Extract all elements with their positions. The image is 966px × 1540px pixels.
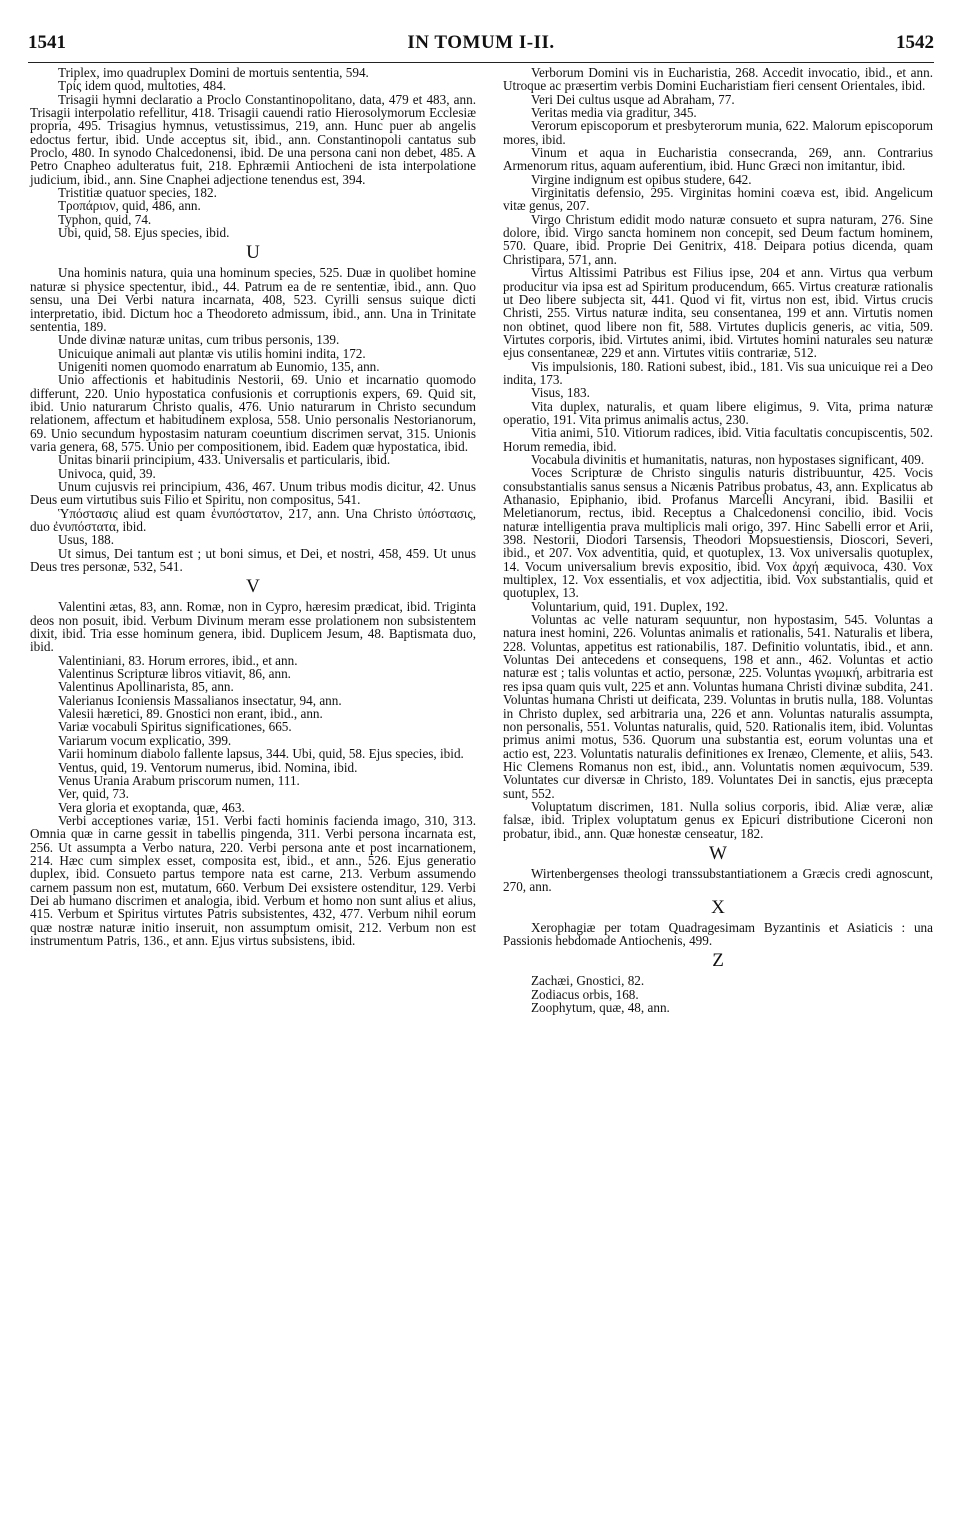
- index-entry: Triplex, imo quadruplex Domini de mortuis sententia, 594.: [58, 65, 369, 80]
- index-entry: Virgine indignum est opibus studere, 642.: [531, 171, 752, 187]
- index-entry: Univoca, quid, 39.: [58, 465, 156, 481]
- index-entry: Zoophytum, quæ, 48, ann.: [531, 1000, 670, 1015]
- index-entry: Una hominis natura, quia una hominum species, 525. Duæ in quolibet homine naturæ si physice spectentur, ibid., 44. Patrum ea de re sententiæ, ibid., ann. Quo sensu, una Dei Verbi natura incarnata, 408, 523. Cyrilli sensus suique dicti interpretatio, ibid. Dictum hoc a Theodoreto admissum, ibid., ann. Una in Trinitate sententia, 189.: [30, 265, 476, 334]
- section-letter: U: [246, 242, 260, 264]
- index-entry: Virginitatis defensio, 295. Virginitas homini coæva est, ibid. Angelicum vitæ genus, 207.: [503, 185, 933, 214]
- index-entry: Valentiniani, 83. Horum errores, ibid., et ann.: [58, 652, 298, 668]
- index-entry: Unde divinæ naturæ unitas, cum tribus personis, 139.: [58, 332, 340, 348]
- index-entry: Zachæi, Gnostici, 82.: [531, 973, 645, 989]
- index-entry: Tristitiæ quatuor species, 182.: [58, 185, 217, 201]
- index-entry: Variarum vocum explicatio, 399.: [58, 732, 232, 748]
- index-entry: Valesii hæretici, 89. Gnostici non erant, ibid., ann.: [58, 706, 323, 722]
- index-entry: Voluntarium, quid, 191. Duplex, 192.: [531, 598, 729, 614]
- index-entry: Vita duplex, naturalis, et quam libere eligimus, 9. Vita, prima naturæ operatio, 191. Vita primus animalis actus, 230.: [503, 398, 933, 427]
- index-entry: Τρίς idem quod, multoties, 484.: [58, 78, 227, 94]
- index-entry: Unio affectionis et habitudinis Nestorii, 69. Unio et incarnatio quomodo differunt, 220. Unio hypostatica confusionis et corruptionis expers, 69. Quid sit, ibid. Unio naturarum Christo qualis, 476. Unio naturarum in Christo secundum relationem, affectum et habitudinem explosa, 558. Unio personalis Nestorianorum, 69. Unio secundum hypostasim naturam coeuntium discrimen servat, 315. Unionis varia genera, 68, 575. Unio per compositionem, ibid. Eadem quæ hypostatica, ibid.: [30, 372, 476, 454]
- index-entry: Voces Scripturæ de Christo singulis naturis distribuuntur, 425. Vocis consubstantialis sanus sensus a Nicænis Patribus probatus, 43, ann. Explicatus ab Athanasio, Epiphanio, ibid. Profanus Marcelli Ancyrani, ibid. Basilii et Meletianorum, rectus, ibid. Receptus a Chalcedonensi concilio, ibid. Vocis naturæ intelligentia prava multiplicis mali origo, 397. Hinc Sabelli error et Arii, 398. Nestorii, Diodori Tarsensis, Theodori Mopsuestiensis, Dioscori, Severi, ibid., et 207. Vox adventitia, quid, et quotuplex, 13. Vox universalis quotuplex, 14. Vocum universalium brevis expositio, ibid. Vox ἀρχή æquivoca, 430. Vox multiplex, 12. Vox essentialis, et vox adjectitia, ibid. Vox substantialis, quid et quotuplex, 13.: [503, 465, 933, 601]
- index-entry: Verbi acceptiones variæ, 151. Verbi facti hominis facienda imago, 310, 313. Omnia quæ in carne gessit in tabellis pingenda, 311. Verbi persona incarnata est, 256. Ut assumpta a Verbo natura, 220. Verbi persona ante et post incarnationem, 214. Hæc cum simplex esset, composita est, ibid., et ann., 526. Ejus generatio duplex, ibid. Consueto partus tempore nata est carne, 213. Verbum assumendo carnem passum non est, mutatum, 660. Verbum Dei exsistere ostenditur, 129. Verbi Dei ab humano discrimen et analogia, ibid. Verbum et homo non sunt alius et alius, 415. Verbum et Spiritus virtutes Patris subsistentes, 432, 477. Verbum nihil eorum quæ nostræ naturæ initio inseruit, non assumptum omisit, 212. Verbum non est instrumentum Patris, 136., et ann. Ejus virtus subsistens, ibid.: [30, 812, 476, 948]
- index-entry: Ὑπόστασις aliud est quam ἐνυπόστατον, 217, ann. Una Christo ὑπόστασις, duo ἐνυπόστατα, ibid.: [30, 505, 476, 534]
- index-entry: Valentinus Apollinaristа, 85, ann.: [58, 679, 234, 695]
- index-entry: Vis impulsionis, 180. Rationi subest, ibid., 181. Vis sua unicuique rei a Deo indita, 173.: [503, 358, 933, 387]
- index-entry: Vocabula divinitis et humanitatis, naturas, non hypostases significant, 409.: [531, 451, 925, 467]
- index-entry: Ut simus, Dei tantum est ; ut boni simus, et Dei, et nostri, 458, 459. Ut unus Deus tres personæ, 532, 541.: [30, 545, 476, 575]
- section-letter: W: [709, 842, 727, 864]
- index-entry: Zodiacus orbis, 168.: [531, 986, 639, 1002]
- index-entry: Typhon, quid, 74.: [58, 211, 152, 227]
- index-entry: Veri Dei cultus usque ad Abraham, 77.: [531, 91, 735, 107]
- right-page-number: 1542: [896, 32, 934, 53]
- index-entry: Wirtenbergenses theologi transsubstantiationem a Græcis credi agnoscunt, 270, ann.: [503, 865, 933, 895]
- index-entry: Τροπάριον, quid, 486, ann.: [58, 198, 201, 214]
- index-entry: Unicuique animali aut plantæ vis utilis homini indita, 172.: [58, 345, 366, 361]
- index-entry: Voluntas ac velle naturam sequuntur, non hypostasim, 545. Voluntas a natura inest homini, 226. Voluntas animalis et rationalis, 541. Naturalis et libera, 228. Voluntas, appetitus est rationabilis, 187. Definitio voluntatis, ibid., et ann. Voluntas Dei antecedens et consequens, 198 et ann., 462. Voluntas et actio naturæ est ; talis voluntas et actio, personæ, 225. Voluntas γνωμική, arbitraria est res ipsa quam quis vult, 225 et ann. Voluntas humana Christi divinæ subdita, 241. Voluntas humana Christi ut deificata, 239. Voluntas in brutis nulla, 188. Voluntas in Christo duplex, sed arbitraria una, 226 et ann. Voluntas naturalis assumpta, non personalis, 551. Voluntas naturalis, quid, 520. Rationalis item, ibid. Voluntas primus animi motus, 536. Quorum una substantia est, eorum voluntas una et actio est, 223. Voluntatis naturalis definitiones ex Irenæo, Clemente, et aliis, 543. Hic Clemens Romanus non est, ibid., ann. Voluntatis nomen æquivocum, 539. Voluntates cur diversæ in Christo, 189. Voluntates Dei in sanctis, ejus præcepta sunt, 552.: [503, 612, 933, 801]
- section-letter: V: [246, 576, 260, 598]
- index-entry: Verorum episcoporum et presbyterorum munia, 622. Malorum episcoporum mores, ibid.: [503, 118, 933, 147]
- index-entry: Unitas binarii principium, 433. Universalis et particularis, ibid.: [58, 452, 391, 468]
- index-entry: Usus, 188.: [58, 532, 115, 548]
- index-entry: Varii hominum diabolo fallente lapsus, 344. Ubi, quid, 58. Ejus species, ibid.: [58, 746, 464, 762]
- index-entry: Variæ vocabuli Spiritus significationes, 665.: [58, 719, 292, 735]
- index-entry: Valentini ætas, 83, ann. Romæ, non in Cypro, hæresim prædicat, ibid. Triginta deos non posuit, ibid. Verbum Divinum meram esse prolationem non subsistentem dixit, ibid. Tria esse hominum genera, ibid. Duplicem Jesum, 48. Baptismata duo, ibid.: [30, 599, 476, 655]
- index-entry: Ubi, quid, 58. Ejus species, ibid.: [58, 225, 230, 241]
- index-entry: Visus, 183.: [531, 385, 590, 401]
- section-letter: Z: [712, 950, 724, 972]
- index-entry: Veritas media via graditur, 345.: [531, 105, 697, 121]
- index-entry: Virtus Altissimi Patribus est Filius ipse, 204 et ann. Virtus qua verbum producitur via ipsa est ad Spiritum producendum, 665. Virtus creaturæ rationalis ut Deo libere subjecta sit, 441. Quod vi fit, virtus non est, ibid. Virtus crucis Christi, 255. Virtus naturæ indita, seu consentanea, 199 et ann. Virtutis nomen non obtinet, quod libere non fit, 588. Virtutes duplicis generis, ac vitia, 509. Virtutes corporis, ibid. Virtutes animi, ibid. Virtutes homini naturales seu naturæ ejus consentaneæ, 229 et ann. Virtutes vitiis contrariæ, 512.: [503, 265, 933, 361]
- index-entry: Venus Urania Arabum priscorum numen, 111.: [58, 772, 300, 788]
- index-entry: Valentinus Scripturæ libros vitiavit, 86, ann.: [58, 666, 291, 682]
- section-letter: X: [711, 896, 725, 918]
- index-entry: Valerianus Iconiensis Massalianos insectatur, 94, ann.: [58, 692, 342, 708]
- index-entry: Vera gloria et exoptanda, quæ, 463.: [58, 799, 245, 815]
- index-entry: Ventus, quid, 19. Ventorum numerus, ibid. Nomina, ibid.: [58, 759, 358, 775]
- index-entry: Voluptatum discrimen, 181. Nulla solius corporis, ibid. Aliæ veræ, aliæ falsæ, ibid. Triplex voluptatum genus ex Epicuri distributione Ciceroni non probatur, ibid., ann. Quæ honestæ censeatur, 182.: [503, 798, 933, 841]
- index-entry: Unigeniti nomen quomodo enarratum ab Eunomio, 135, ann.: [58, 358, 380, 374]
- index-entry: Trisagii hymni declaratio a Proclo Constantinopolitano, data, 479 et 483, ann. Trisagii interpolatio refellitur, 418. Trisagii cauendi ratio Hierosolymorum Ecclesiæ propria, 495. Trisagius hymnus, vetustissimus, 219, ann. Hunc puer ab angelis edoctus fertur, ibid. Unde acceptus sit, ibid., ann. Constantinopoli cantatus sub Proclo, 480. In synodo Chalcedonensi, ibid. De una persona cani non debet, 485. A Petro Cnapheo adulteratus fuit, 218. Ephræmii Antiocheni de ista interpolatione judicium, ibid., ann. Sine Cnaphei adjectione tenendus est, 394.: [30, 91, 476, 187]
- right-column: [503, 66, 933, 1014]
- index-entry: Ver, quid, 73.: [58, 786, 129, 802]
- left-column: [30, 66, 476, 947]
- header-rule: [28, 62, 934, 63]
- index-entry: Verborum Domini vis in Eucharistia, 268. Accedit invocatio, ibid., et ann. Utroque ac præsertim verbis Domini Eucharistiam fieri censent Orientales, ibid.: [503, 65, 933, 94]
- index-entry: Unum cujusvis rei principium, 436, 467. Unum tribus modis dicitur, 42. Unus Deus eum virtutibus suis Filio et Spiritu, non compositus, 541.: [30, 478, 476, 508]
- left-page-number: 1541: [28, 32, 66, 53]
- running-title: IN TOMUM I-II.: [407, 32, 555, 53]
- index-entry: Xerophagiæ per totam Quadragesimam Byzantinis et Asiaticis : una Passionis hebdomade Antiochenis, 499.: [503, 919, 933, 948]
- index-entry: Vitia animi, 510. Vitiorum radices, ibid. Vitia facultatis concupiscentis, 502. Horum remedia, ibid.: [503, 425, 933, 454]
- index-entry: Virgo Christum edidit modo naturæ consueto et supra naturam, 276. Sine dolore, ibid. Virgo sancta hominem non concepit, sed Deum factum hominem, 570. Quare, ibid. Proprie Dei Genitrix, 418. Deipara potius dicenda, quam Christipara, 571, ann.: [503, 211, 933, 267]
- page-header: [28, 32, 934, 58]
- index-entry: Vinum et aqua in Eucharistia consecranda, 269, ann. Contrarius Armenorum ritus, aquam auferentium, ibid. Hunc Græci non imitantur, ibid.: [503, 145, 933, 174]
